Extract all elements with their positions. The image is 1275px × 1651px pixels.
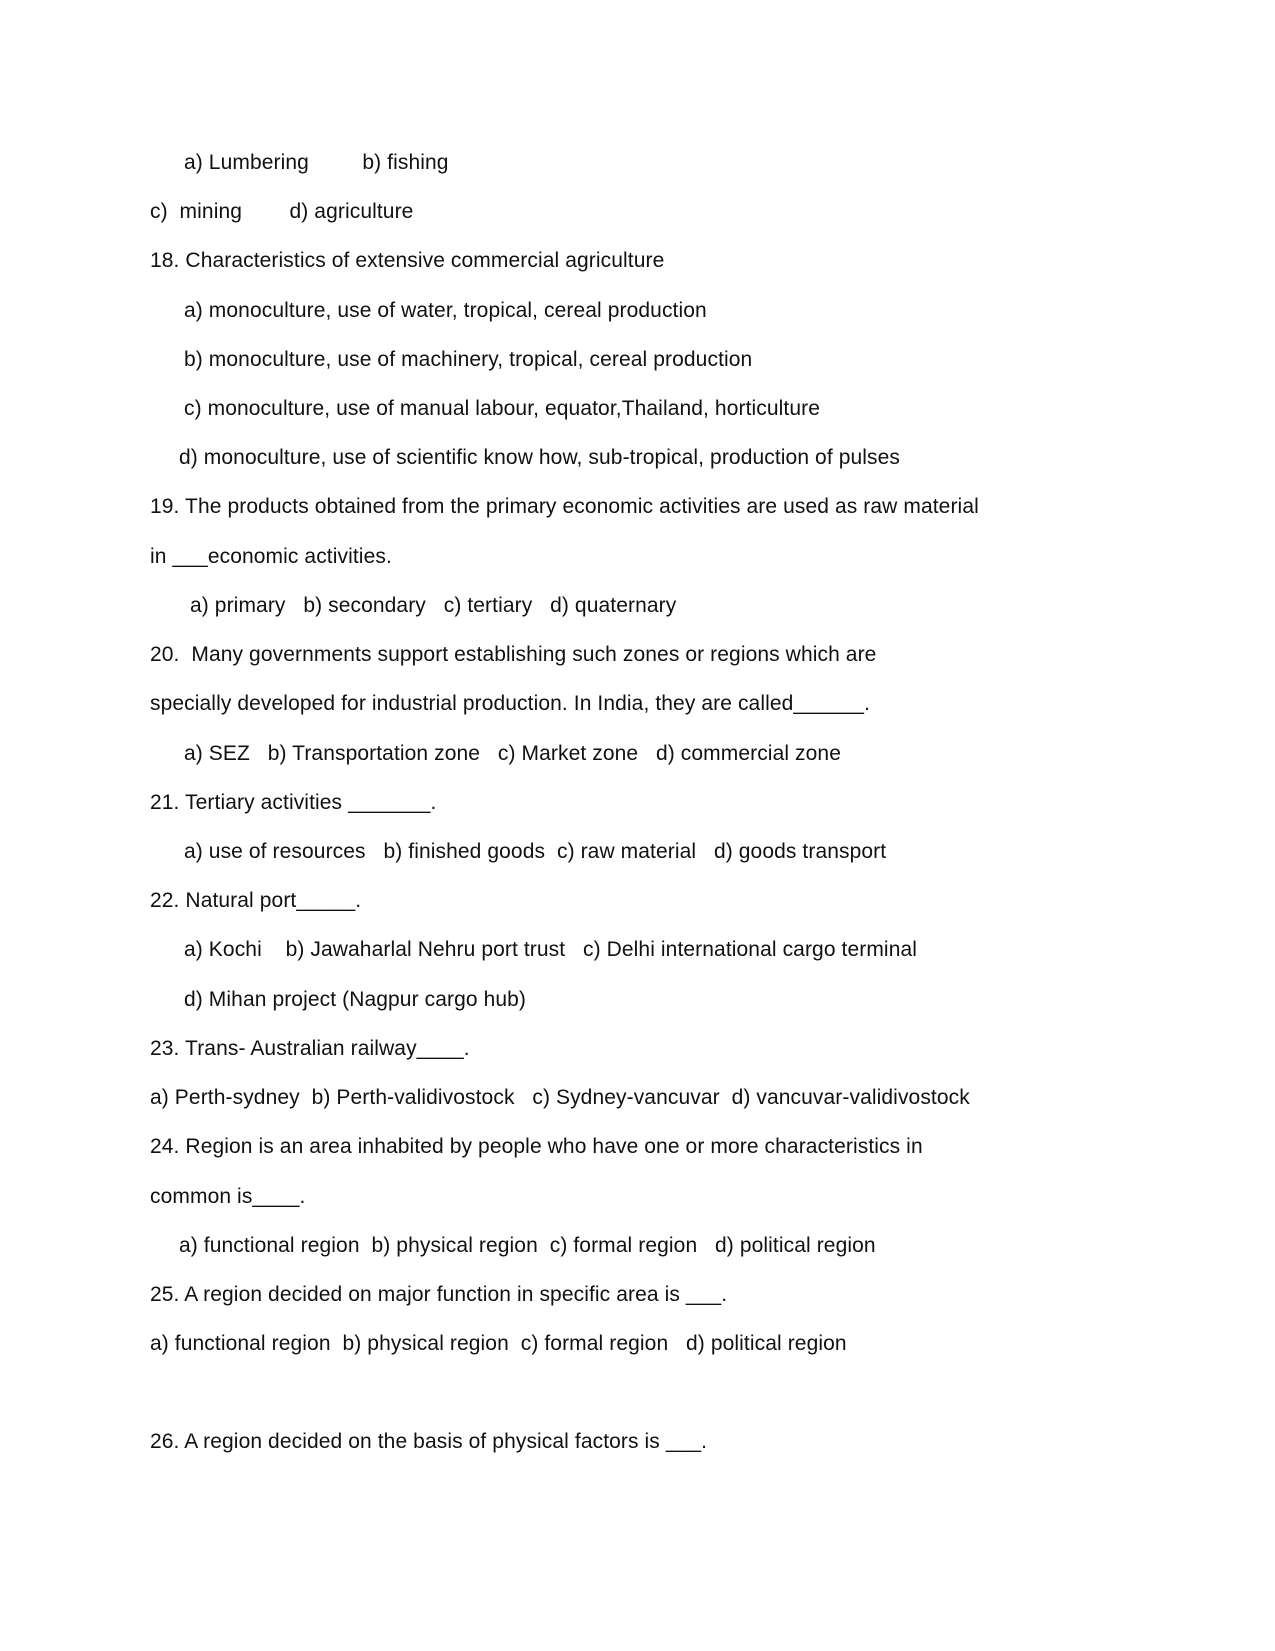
q21-options: a) use of resources b) finished goods c) raw material d) goods transport [184, 840, 887, 863]
question-24-line-1: 24. Region is an area inhabited by people who have one or more characteristics in [150, 1135, 923, 1158]
question-24-line-2: common is____. [150, 1185, 306, 1208]
q22-options-line-1: a) Kochi b) Jawaharlal Nehru port trust c) Delhi international cargo terminal [184, 938, 918, 961]
q17-options-line-1: a) Lumbering b) fishing [184, 151, 449, 174]
question-21: 21. Tertiary activities _______. [150, 791, 437, 814]
question-26: 26. A region decided on the basis of physical factors is ___. [150, 1430, 708, 1453]
q25-options: a) functional region b) physical region c) formal region d) political region [150, 1332, 847, 1355]
q20-options: a) SEZ b) Transportation zone c) Market zone d) commercial zone [184, 742, 841, 765]
question-25: 25. A region decided on major function in specific area is ___. [150, 1283, 728, 1306]
q19-options: a) primary b) secondary c) tertiary d) quaternary [190, 594, 677, 617]
question-20-line-1: 20. Many governments support establishing such zones or regions which are [150, 643, 877, 666]
q18-option-d: d) monoculture, use of scientific know how, sub-tropical, production of pulses [179, 446, 900, 469]
question-20-line-2: specially developed for industrial production. In India, they are called______. [150, 692, 871, 715]
q24-options: a) functional region b) physical region c) formal region d) political region [179, 1234, 876, 1257]
q18-option-b: b) monoculture, use of machinery, tropical, cereal production [184, 348, 753, 371]
q22-options-line-2: d) Mihan project (Nagpur cargo hub) [184, 988, 527, 1011]
q23-options: a) Perth-sydney b) Perth-validivostock c) Sydney-vancuvar d) vancuvar-validivostock [150, 1086, 970, 1109]
question-19-line-2: in ___economic activities. [150, 545, 392, 568]
question-22: 22. Natural port_____. [150, 889, 362, 912]
q17-options-line-2: c) mining d) agriculture [150, 200, 414, 223]
q18-option-a: a) monoculture, use of water, tropical, cereal production [184, 299, 707, 322]
question-23: 23. Trans- Australian railway____. [150, 1037, 470, 1060]
question-18: 18. Characteristics of extensive commercial agriculture [150, 249, 665, 272]
question-19-line-1: 19. The products obtained from the primary economic activities are used as raw material [150, 495, 979, 518]
q18-option-c: c) monoculture, use of manual labour, equator,Thailand, horticulture [184, 397, 820, 420]
